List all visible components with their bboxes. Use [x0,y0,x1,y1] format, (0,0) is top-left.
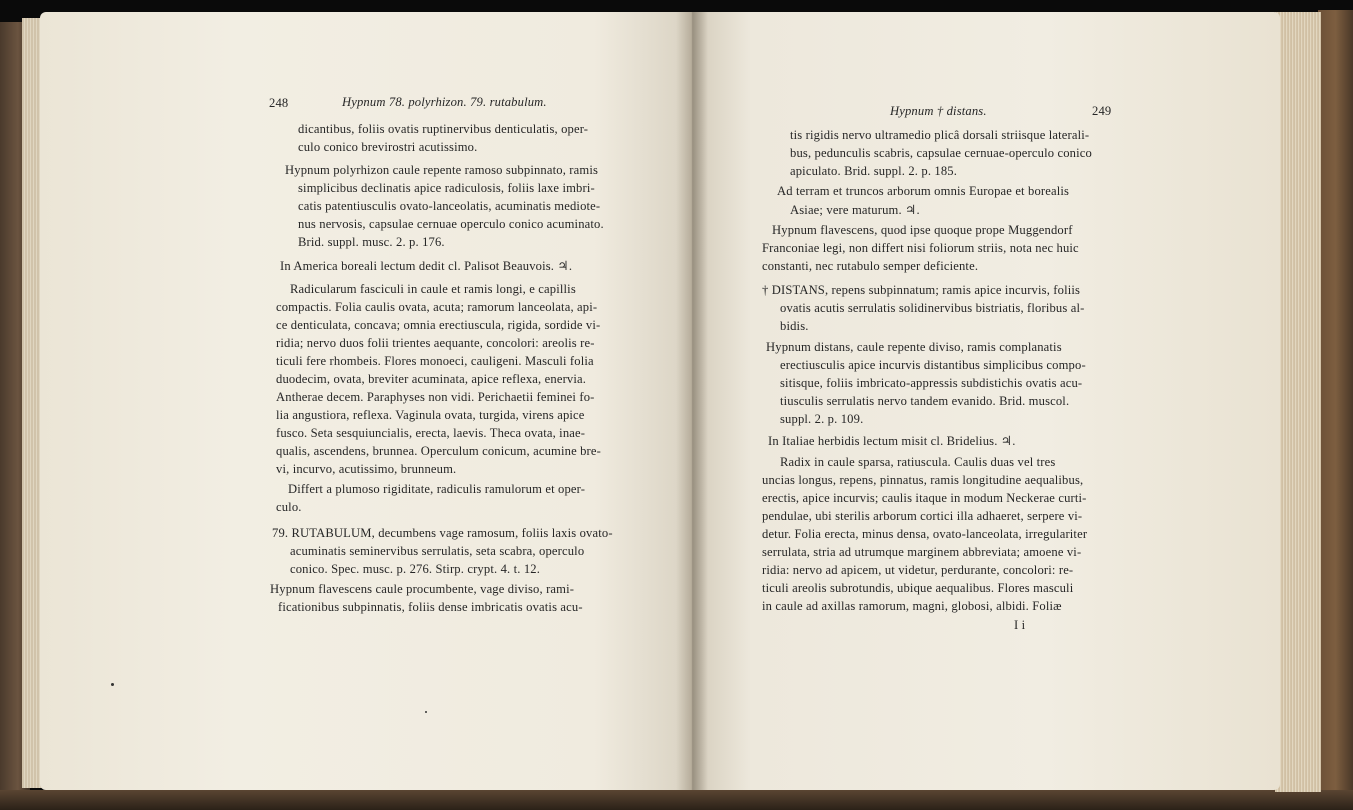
text-line: simplicibus declinatis apice radiculosis, foliis laxe imbri- [298,181,595,195]
text-line: vi, incurvo, acutissimo, brunneum. [276,462,457,476]
text-line: in caule ad axillas ramorum, magni, globosi, albidi. Foliæ [762,599,1062,613]
text-line: acuminatis seminervibus serrulatis, seta scabra, operculo [290,544,585,558]
book-cover-bottom [0,790,1353,810]
text-line: bidis. [780,319,809,333]
text-line: apiculato. Brid. suppl. 2. p. 185. [790,164,958,178]
text-line: tis rigidis nervo ultramedio plicâ dorsali striisque laterali- [790,128,1090,142]
text-line: suppl. 2. p. 109. [780,412,864,426]
text-line: nus nervosis, capsulae cernuae operculo conico acuminato. [298,217,604,231]
text-line: Hypnum distans, caule repente diviso, ramis complanatis [766,340,1062,354]
text-line: detur. Folia erecta, minus densa, ovato-lanceolata, irregulariter [762,527,1088,541]
text-line: duodecim, ovata, breviter acuminata, apice reflexa, enervia. [276,372,587,386]
text-line: ovatis acutis serrulatis solidinervibus bistriatis, floribus al- [780,301,1085,315]
text-line: ticuli areolis subrotundis, ubique aequalibus. Flores masculi [762,581,1074,595]
text-line: Hypnum flavescens, quod ipse quoque prope Muggendorf [772,223,1073,237]
text-line: conico. Spec. musc. p. 276. Stirp. crypt. 4. t. 12. [290,562,541,576]
page-number: 249 [1092,104,1112,118]
text-line: Franconiae legi, non differt nisi foliorum striis, nota nec huic [762,241,1079,255]
text-line: bus, pedunculis scabris, capsulae cernuae-operculo conico [790,146,1092,160]
text-line: uncias longus, repens, pinnatus, ramis longitudine aequalibus, [762,473,1084,487]
book-cover-right [1318,10,1353,800]
text-line: constanti, nec rutabulo semper deficiente. [762,259,979,273]
text-line: ticuli fere rhombeis. Flores monoeci, cauligeni. Masculi folia [276,354,594,368]
text-line: Hypnum polyrhizon caule repente ramoso subpinnato, ramis [285,163,599,177]
page-edges-right [1275,12,1321,792]
text-line: erectis, apice incurvis; caulis itaque in modum Neckerae curti- [762,491,1087,505]
text-line: Radix in caule sparsa, ratiuscula. Caulis duas vel tres [780,455,1056,469]
right-page [692,12,1280,790]
text-line: Hypnum flavescens caule procumbente, vage diviso, rami- [270,582,575,596]
text-line: tiusculis serrulatis nervo tandem evanido. Brid. muscol. [780,394,1070,408]
running-head: Hypnum † distans. [890,104,987,118]
text-line: † DISTANS, repens subpinnatum; ramis apice incurvis, foliis [762,283,1081,297]
text-line: lia angustiora, reflexa. Vaginula ovata, turgida, virens apice [276,408,585,422]
text-line: dicantibus, foliis ovatis ruptinervibus denticulatis, oper- [298,122,589,136]
text-line: culo conico brevirostri acutissimo. [298,140,478,154]
text-line: catis patentiusculis ovato-lanceolatis, acuminatis mediote- [298,199,601,213]
signature-mark: I i [1014,618,1026,632]
text-line: ce denticulata, concava; omnia erectiuscula, rigida, sordide vi- [276,318,601,332]
book-gutter [676,12,708,790]
text-line: Differt a plumoso rigiditate, radiculis ramulorum et oper- [288,482,586,496]
text-line: ridia; nervo duos folii trientes aequante, concolori: areolis re- [276,336,595,350]
text-line: 79. RUTABULUM, decumbens vage ramosum, foliis laxis ovato- [272,526,613,540]
text-line: culo. [276,500,302,514]
left-page [40,12,692,790]
paper-speck [111,683,114,686]
text-line: Ad terram et truncos arborum omnis Europae et borealis [777,184,1070,198]
text-line: Antherae decem. Paraphyses non vidi. Perichaetii feminei fo- [276,390,595,404]
text-line: compactis. Folia caulis ovata, acuta; ramorum lanceolata, api- [276,300,598,314]
text-line: serrulata, stria ad utrumque marginem abbreviata; amoene vi- [762,545,1082,559]
text-line: erectiusculis apice incurvis distantibus simplicibus compo- [780,358,1086,372]
text-line: qualis, ascendens, brunnea. Operculum conicum, acumine bre- [276,444,601,458]
page-number: 248 [269,96,289,110]
running-head: Hypnum 78. polyrhizon. 79. rutabulum. [342,95,547,109]
text-line: Radicularum fasciculi in caule et ramis longi, e capillis [290,282,576,296]
text-line: sitisque, foliis imbricato-appressis subdistichis ovatis acu- [780,376,1083,390]
text-line: ficationibus subpinnatis, foliis dense imbricatis ovatis acu- [278,600,583,614]
text-line: In America boreali lectum dedit cl. Palisot Beauvois. ♃. [280,259,573,273]
text-line: Brid. suppl. musc. 2. p. 176. [298,235,445,249]
text-line: In Italiae herbidis lectum misit cl. Bridelius. ♃. [768,434,1016,448]
paper-speck [425,711,427,713]
text-line: pendulae, ubi sterilis arborum cortici illa adhaeret, serpere vi- [762,509,1083,523]
text-line: Asiae; vere maturum. ♃. [790,203,920,217]
text-line: fusco. Seta sesquiuncialis, erecta, laevis. Theca ovata, inae- [276,426,586,440]
text-line: ridia: nervo ad apicem, ut videtur, perdurante, concolori: re- [762,563,1074,577]
